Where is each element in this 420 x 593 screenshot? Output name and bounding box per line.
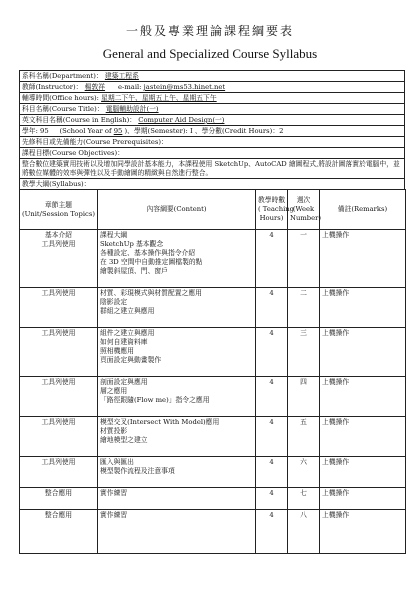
content-cell (98, 230, 256, 288)
header-content: 內容綱要(Content) (98, 190, 256, 230)
topic-line: 整合應用 (44, 489, 73, 497)
table-row (20, 377, 406, 417)
content-line: 「路徑跟隨(Flow me)」指令之應用 (100, 396, 210, 404)
content-cell (98, 417, 256, 457)
content-line: 頁面設定與動畫製作 (100, 356, 162, 364)
content-line: SketchUp 基本觀念 (100, 240, 164, 248)
topic-cell (20, 377, 98, 417)
office-hours-value: 星期二下午、星期五上午、星期五下午 (101, 94, 217, 102)
week-cell: 三 (288, 328, 320, 377)
content-cell (98, 510, 256, 554)
remarks-cell: 上機操作 (320, 488, 406, 510)
content-line: 剖面設定與應用 (100, 378, 148, 386)
content-line: 實作練習 (100, 489, 128, 497)
content-line: 在 3D 空間中自動推定圖檔製的點 (100, 258, 203, 266)
course-title-label: 科目名稱(Course Title)： (22, 105, 104, 113)
content-cell (98, 457, 256, 488)
semester-label: )、學期(Semester): I (124, 127, 193, 135)
english-title-row (19, 114, 405, 125)
week-cell: 二 (288, 288, 320, 328)
content-line: 組件之建立與應用 (100, 329, 155, 337)
topic-line: 工具列使用 (41, 378, 76, 386)
content-cell (98, 377, 256, 417)
syllabus-table (19, 189, 406, 554)
remarks-cell: 上機操作 (320, 328, 406, 377)
content-line: 陰影設定 (100, 298, 128, 306)
objectives-text: 整合數位建築實用技術以及增加同學設計基本能力，本課程使用 SketchUp、AutoCAD 繪圖程式,將設計圖落實於電腦中，並將數位媒體的效率與彈性以及手動繪圖的精緻與自然進行整合。 (22, 160, 400, 177)
content-line: 群組之建立與應用 (100, 307, 155, 315)
topic-cell (20, 288, 98, 328)
remarks-cell: 上機操作 (320, 510, 406, 554)
header-hours-en2: Hours) (259, 214, 284, 222)
content-cell (98, 328, 256, 377)
header-hours-zh: 教學時數 (258, 196, 286, 204)
header-week-zh: 週次 (296, 196, 311, 204)
school-year-value: 95 (113, 127, 123, 135)
topic-cell (20, 488, 98, 510)
syllabus-label: 教學大綱(Syllabus)： (22, 180, 91, 188)
week-cell: 五 (288, 417, 320, 457)
content-line: 繪地模型之建立 (100, 436, 148, 444)
header-week (288, 190, 320, 230)
table-row (20, 230, 406, 288)
header-topic-en: (Unit/Session Topics) (22, 209, 95, 218)
header-topic-zh: 章節主題 (44, 200, 73, 209)
content-line: 如何自建資料庫 (100, 338, 148, 346)
remarks-cell: 上機操作 (320, 230, 406, 288)
table-row (20, 510, 406, 554)
topic-cell (20, 417, 98, 457)
email-value: jastein@ms53.hinet.net (143, 83, 226, 91)
content-line: 層之應用 (100, 387, 128, 395)
remarks-cell: 上機操作 (320, 417, 406, 457)
syllabus-body (20, 230, 406, 554)
content-line: 匯入與匯出 (100, 458, 134, 466)
week-cell: 八 (288, 510, 320, 554)
hours-cell: 4 (256, 377, 288, 417)
content-cell (98, 488, 256, 510)
course-title-value: 電腦輔助設計(一) (105, 105, 159, 113)
department-row (19, 70, 405, 81)
credit-hours-label: 、學分數(Credit Hours)：2 (194, 127, 284, 135)
remarks-cell: 上機操作 (320, 377, 406, 417)
syllabus-sheet (19, 70, 405, 554)
topic-line: 整合應用 (44, 511, 73, 519)
header-hours (256, 190, 294, 230)
instructor-value: 楊敦祥 (84, 83, 106, 91)
topic-line: 工具列使用 (41, 240, 76, 248)
topic-line: 工具列使用 (41, 289, 76, 297)
topic-cell (20, 510, 98, 554)
page-title-en: General and Specialized Course Syllabus (102, 46, 318, 61)
topic-line: 工具列使用 (41, 458, 76, 466)
objectives-text-row (19, 158, 405, 178)
email-label: e-mail: (118, 83, 142, 91)
table-row (20, 417, 406, 457)
remarks-cell: 上機操作 (320, 457, 406, 488)
content-line: 實作練習 (100, 511, 128, 519)
table-row (20, 328, 406, 377)
hours-cell: 4 (256, 488, 288, 510)
week-cell: 一 (288, 230, 320, 288)
prerequisites-row (19, 136, 405, 147)
prerequisites-label: 先修科目或先備能力(Course Prerequisites)： (22, 138, 168, 146)
topic-line: 工具列使用 (41, 418, 76, 426)
office-hours-label: 輔導時間(Office hours): (22, 94, 99, 102)
objectives-label: 課程目標(Course Objectives)： (22, 149, 124, 157)
page-title-zh: 一般及專業理論課程綱要表 (125, 24, 294, 38)
header-topic (20, 190, 98, 230)
header-hours-en1: ( Teaching (258, 205, 294, 213)
content-line: 繪製斜屋頂、門、窗戶 (100, 267, 168, 275)
hours-cell: 4 (256, 288, 288, 328)
topic-line: 基本介紹 (44, 231, 73, 239)
week-cell: 七 (288, 488, 320, 510)
table-row (20, 457, 406, 488)
school-year-en-label: (School Year of (59, 127, 112, 135)
week-cell: 四 (288, 377, 320, 417)
school-year-label: 學年: 95 (22, 127, 49, 135)
remarks-cell: 上機操作 (320, 288, 406, 328)
syllabus-label-row (19, 178, 405, 189)
content-line: 課程大綱 (100, 231, 128, 239)
content-cell (98, 288, 256, 328)
english-title-value: Computer Aid Design(一) (138, 116, 225, 124)
table-row (20, 488, 406, 510)
instructor-label: 教師(Instructor)： (22, 83, 83, 91)
syllabus-header-row (20, 190, 406, 230)
topic-line: 工具列使用 (41, 329, 76, 337)
content-line: 模型製作流程及注意事項 (100, 467, 175, 475)
topic-cell (20, 457, 98, 488)
english-title-label: 英文科目名稱(Course in English)： (22, 116, 137, 124)
hours-cell: 4 (256, 417, 288, 457)
hours-cell: 4 (256, 328, 288, 377)
hours-cell: 4 (256, 457, 288, 488)
week-cell: 六 (288, 457, 320, 488)
header-remarks: 備註(Remarks) (320, 190, 406, 230)
content-line: 材質投影 (100, 427, 128, 435)
department-value: 建築工程系 (104, 72, 139, 80)
content-line: 照相機應用 (100, 347, 134, 355)
topic-cell (20, 230, 98, 288)
content-line: 各種設定、基本操作與指令介紹 (100, 249, 196, 257)
hours-cell: 4 (256, 510, 288, 554)
course-title-row (19, 103, 405, 114)
header-week-en2: Number) (290, 214, 322, 222)
department-label: 系科名稱(Department)： (22, 72, 103, 80)
header-week-en1: (Week (292, 205, 315, 213)
objectives-label-row (19, 147, 405, 158)
school-year-row (19, 125, 405, 136)
topic-cell (20, 328, 98, 377)
content-line: 模型交叉(Intersect With Model)應用 (100, 418, 220, 426)
office-hours-row (19, 92, 405, 103)
hours-cell: 4 (256, 230, 288, 288)
table-row (20, 288, 406, 328)
content-line: 材質、彩現模式與材質配置之應用 (100, 289, 202, 297)
instructor-row (19, 81, 405, 92)
